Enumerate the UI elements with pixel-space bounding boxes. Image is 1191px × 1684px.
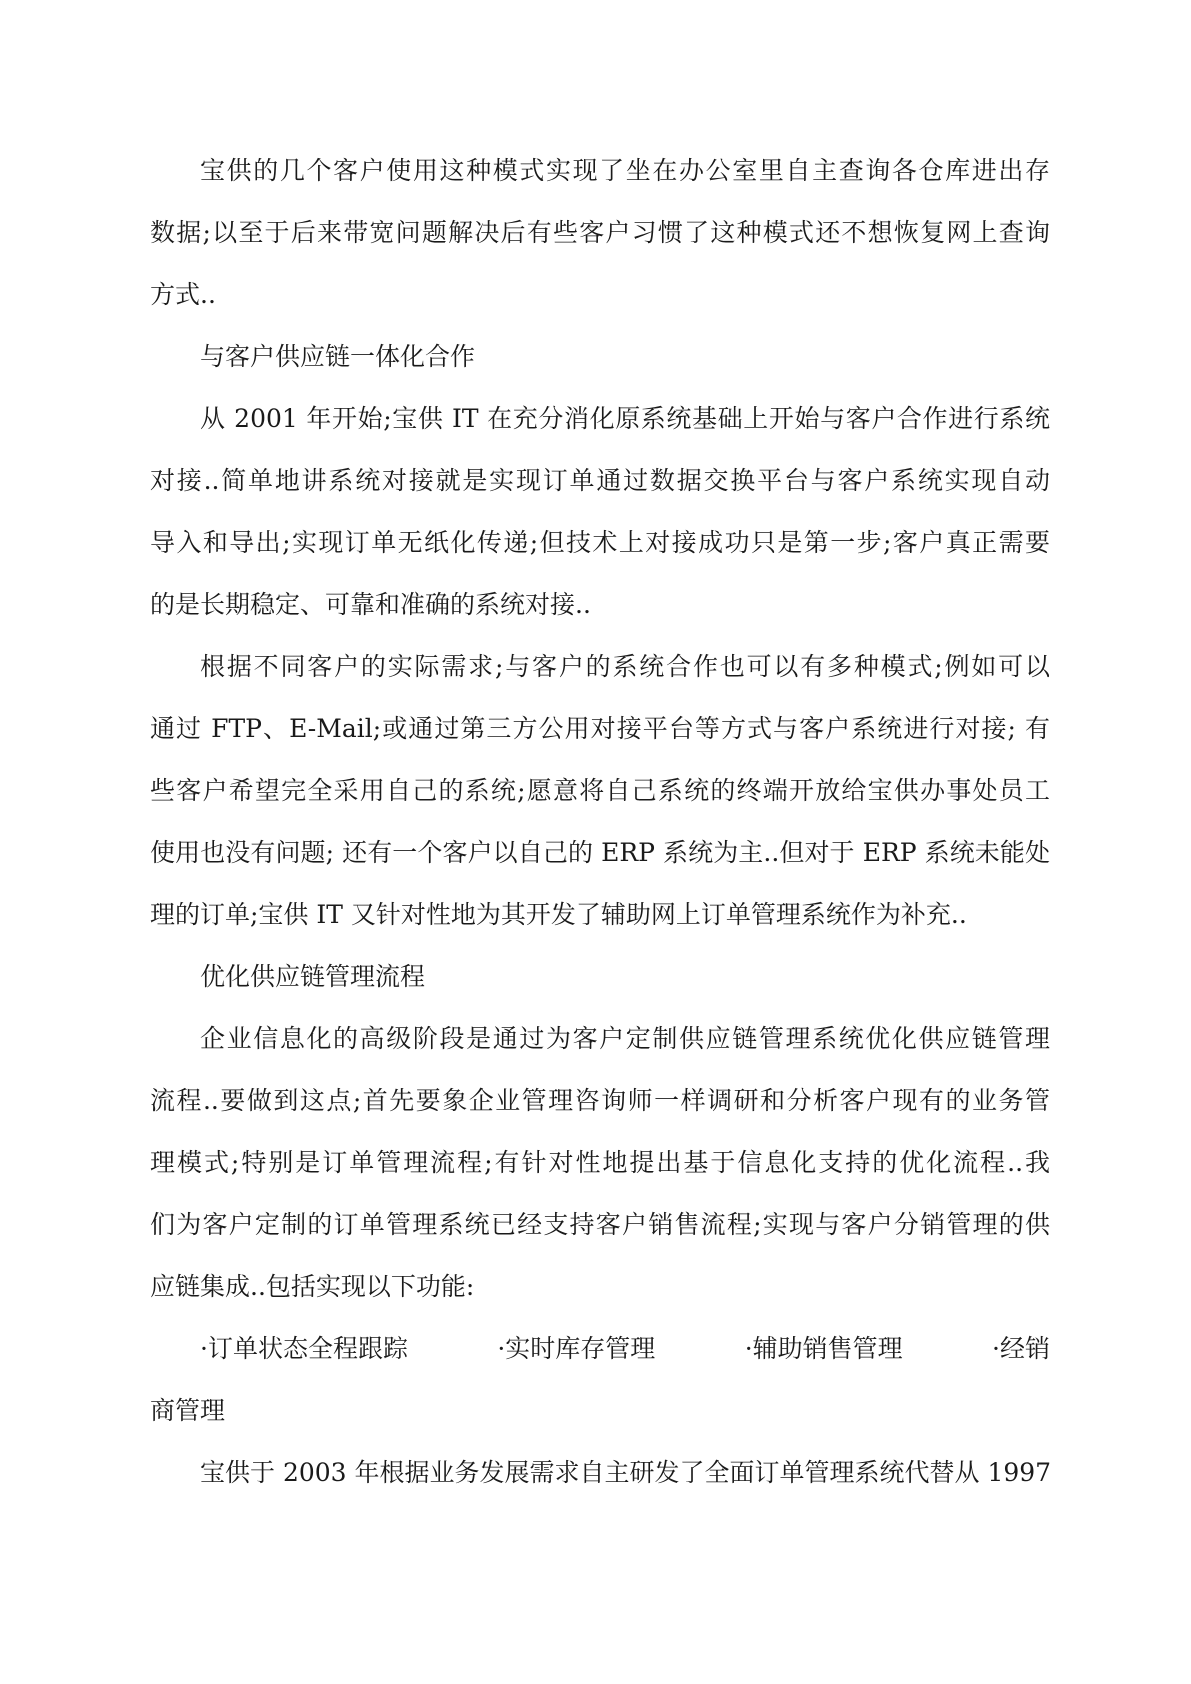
- bullet-item: ·订单状态全程跟踪: [200, 1334, 408, 1363]
- paragraph-line: 通过 FTP、E-Mail;或通过第三方公用对接平台等方式与客户系统进行对接; 有: [150, 714, 1050, 743]
- paragraph-line: 根据不同客户的实际需求;与客户的系统合作也可以有多种模式;例如可以: [200, 652, 1050, 681]
- bullet-continuation: 商管理: [150, 1396, 226, 1425]
- paragraph-line: 理模式;特别是订单管理流程;有针对性地提出基于信息化支持的优化流程..我: [150, 1148, 1050, 1177]
- section-heading: 与客户供应链一体化合作: [200, 342, 476, 371]
- bullet-item: ·经销: [992, 1334, 1050, 1363]
- paragraph-line: 流程..要做到这点;首先要象企业管理咨询师一样调研和分析客户现有的业务管: [150, 1086, 1050, 1115]
- section-heading: 优化供应链管理流程: [200, 962, 426, 991]
- paragraph-line: 导入和导出;实现订单无纸化传递;但技术上对接成功只是第一步;客户真正需要: [150, 528, 1050, 557]
- paragraph-line: 数据;以至于后来带宽问题解决后有些客户习惯了这种模式还不想恢复网上查询: [150, 218, 1050, 247]
- document-body: [150, 140, 1050, 1504]
- paragraph-line: 应链集成..包括实现以下功能:: [150, 1272, 475, 1301]
- paragraph-line: 企业信息化的高级阶段是通过为客户定制供应链管理系统优化供应链管理: [200, 1024, 1050, 1053]
- paragraph-line: 使用也没有问题; 还有一个客户以自己的 ERP 系统为主..但对于 ERP 系统未能处: [150, 838, 1050, 867]
- paragraph-line: 宝供于 2003 年根据业务发展需求自主研发了全面订单管理系统代替从 1997: [200, 1458, 1052, 1487]
- feature-bullet-list: [150, 1318, 1050, 1380]
- paragraph-line: 些客户希望完全采用自己的系统;愿意将自己系统的终端开放给宝供办事处员工: [150, 776, 1050, 805]
- paragraph-line: 对接..简单地讲系统对接就是实现订单通过数据交换平台与客户系统实现自动: [150, 466, 1050, 495]
- bullet-item: ·实时库存管理: [497, 1334, 656, 1363]
- paragraph-line: 从 2001 年开始;宝供 IT 在充分消化原系统基础上开始与客户合作进行系统: [200, 404, 1050, 433]
- paragraph-line: 宝供的几个客户使用这种模式实现了坐在办公室里自主查询各仓库进出存: [200, 156, 1050, 185]
- paragraph-line: 理的订单;宝供 IT 又针对性地为其开发了辅助网上订单管理系统作为补充..: [150, 900, 967, 929]
- paragraph-line: 的是长期稳定、可靠和准确的系统对接..: [150, 590, 591, 619]
- paragraph-line: 方式..: [150, 280, 216, 309]
- bullet-item: ·辅助销售管理: [744, 1334, 903, 1363]
- paragraph-line: 们为客户定制的订单管理系统已经支持客户销售流程;实现与客户分销管理的供: [150, 1210, 1050, 1239]
